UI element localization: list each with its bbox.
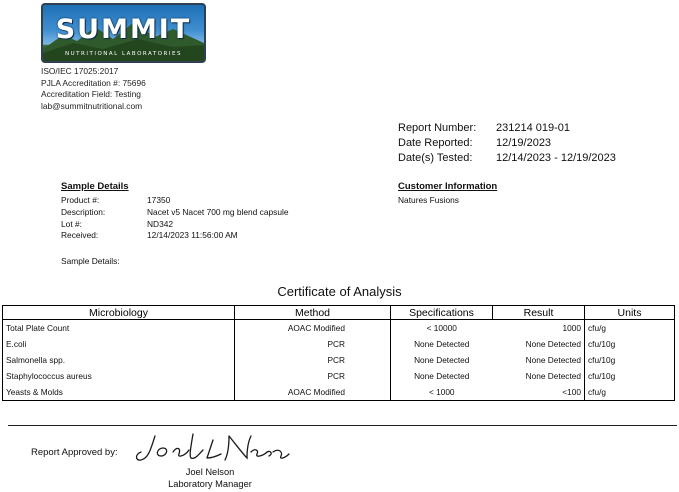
product-value: 17350 <box>147 195 171 205</box>
header-result: Result <box>493 306 585 320</box>
date-reported: 12/19/2023 <box>496 137 552 149</box>
result: 1000 <box>562 323 581 333</box>
accreditation-field-line: Accreditation Field: Testing <box>41 89 141 100</box>
units: cfu/10g <box>585 336 675 352</box>
method: PCR <box>235 368 391 384</box>
units: cfu/10g <box>585 368 675 384</box>
table-row <box>3 368 675 384</box>
customer-info-title: Customer Information <box>398 181 498 192</box>
report-approved-label: Report Approved by: <box>31 447 118 458</box>
specification: None Detected <box>391 352 493 368</box>
result: <100 <box>493 384 585 401</box>
received-label: Received: <box>61 230 99 241</box>
report-number-label: Report Number: <box>398 122 477 134</box>
units: cfu/g <box>585 320 675 337</box>
table-row <box>3 384 675 401</box>
test-name: Salmonella spp. <box>3 352 235 368</box>
sample-details-note-label: Sample Details: <box>61 256 120 266</box>
product-label: Product #: <box>61 195 100 205</box>
pjla-line: PJLA Accreditation #: 75696 <box>41 77 146 88</box>
method: AOAC Modified <box>235 384 391 401</box>
coa-table <box>2 305 675 401</box>
result: None Detected <box>525 355 581 365</box>
sample-details <box>61 195 289 242</box>
logo-subtext: NUTRITIONAL LABORATORIES <box>65 51 182 57</box>
summit-logo <box>41 3 206 63</box>
specification: None Detected <box>391 368 493 384</box>
coa-title: Certificate of Analysis <box>277 284 402 299</box>
result: None Detected <box>525 339 581 349</box>
units: cfu/10g <box>585 352 675 368</box>
report-info <box>398 121 616 166</box>
method: AOAC Modified <box>235 320 391 337</box>
lot-label: Lot #: <box>61 218 82 229</box>
logo-wordmark: SUMMIT <box>55 14 192 45</box>
specification: None Detected <box>391 336 493 352</box>
header-method: Method <box>235 306 391 320</box>
date-reported-label: Date Reported: <box>398 137 473 149</box>
received-value: 12/14/2023 11:56:00 AM <box>147 230 238 241</box>
table-row <box>3 320 675 337</box>
test-name: Yeasts & Molds <box>3 384 235 401</box>
dates-tested-label: Date(s) Tested: <box>398 152 473 164</box>
handwritten-signature <box>133 430 293 470</box>
report-number: 231214 019-01 <box>496 122 571 134</box>
specification: < 1000 <box>391 384 493 401</box>
dates-tested: 12/14/2023 - 12/19/2023 <box>496 152 616 164</box>
header-units: Units <box>585 306 675 320</box>
description-label: Description: <box>61 206 106 217</box>
method: PCR <box>235 352 391 368</box>
header-specifications: Specifications <box>391 306 493 320</box>
lab-accreditation-info <box>41 66 146 112</box>
table-row <box>3 336 675 352</box>
table-row <box>3 352 675 368</box>
approver-name: Joel Nelson <box>185 467 235 477</box>
divider-line <box>8 425 677 426</box>
description-value: Nacet v5 Nacet 700 mg blend capsule <box>147 206 289 217</box>
iso-line: ISO/IEC 17025:2017 <box>41 66 119 76</box>
test-name: Total Plate Count <box>3 320 235 337</box>
sample-details-title: Sample Details <box>61 181 129 192</box>
specification: < 10000 <box>391 320 493 337</box>
header-microbiology: Microbiology <box>3 306 235 320</box>
test-name: E.coli <box>3 336 235 352</box>
lab-email: lab@summitnutritional.com <box>41 100 143 111</box>
test-name: Staphylococcus aureus <box>3 368 235 384</box>
approver-block <box>140 466 280 490</box>
result: None Detected <box>525 371 581 381</box>
customer-name: Natures Fusions <box>398 195 459 205</box>
method: PCR <box>235 336 391 352</box>
units: cfu/g <box>585 384 675 401</box>
approver-title: Laboratory Manager <box>168 479 252 489</box>
lot-value: ND342 <box>147 218 174 229</box>
coa-header-row <box>3 306 675 320</box>
